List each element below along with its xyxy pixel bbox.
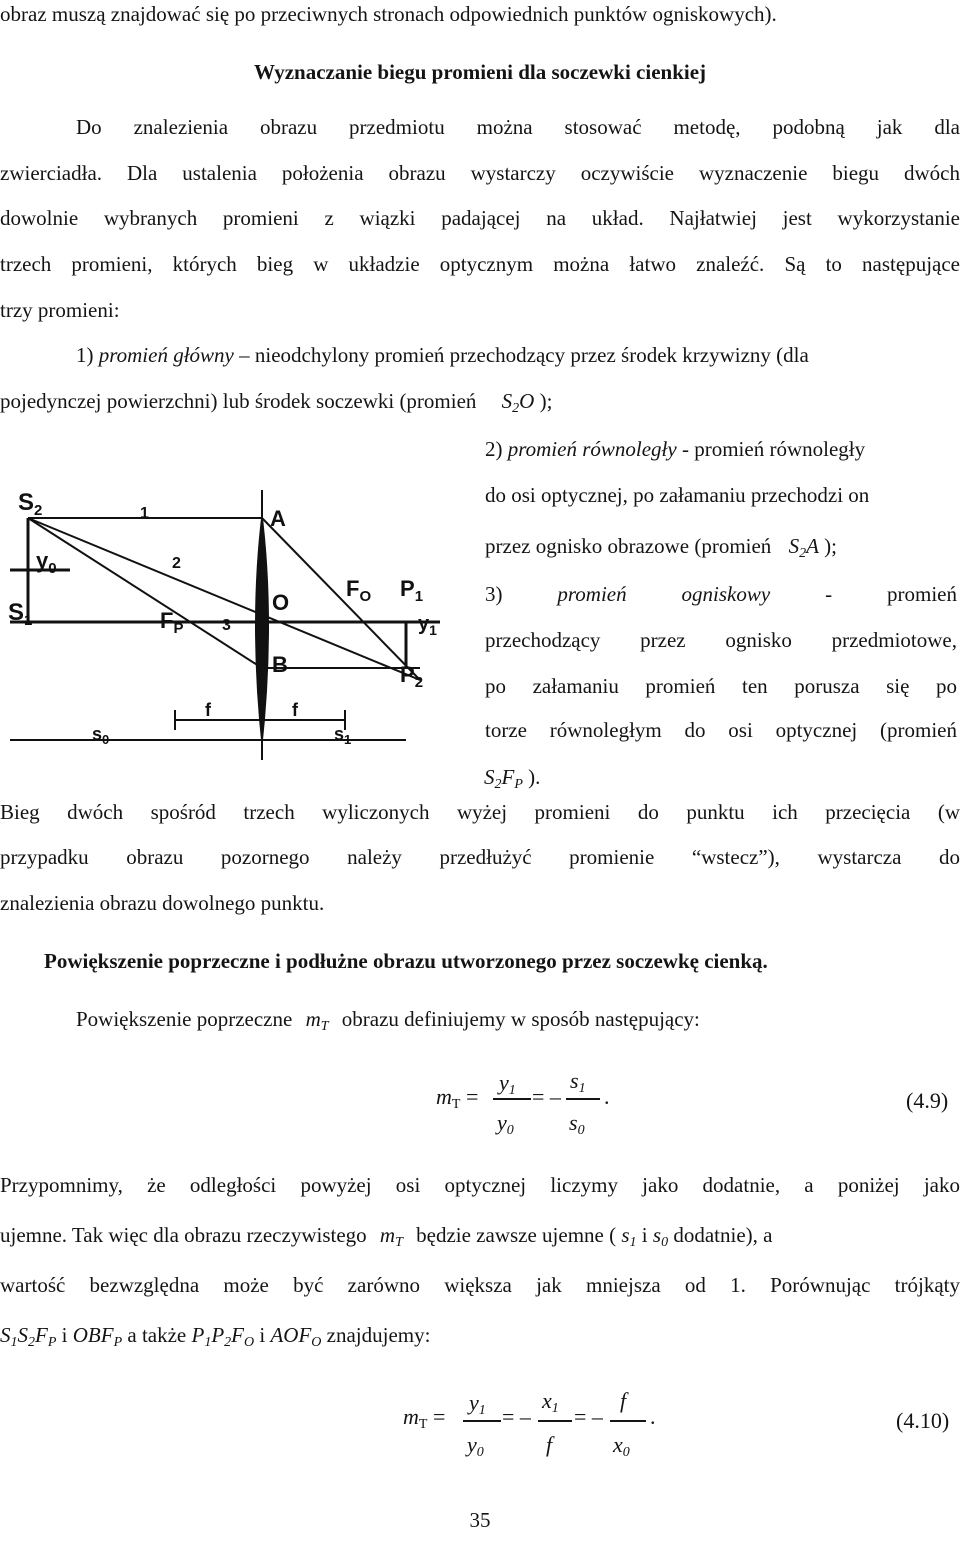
equation-number: (4.10) [896,1408,950,1433]
ray-1-text: pojedynczej powierzchni) lub środek soczewki (promień [0,389,477,413]
ray-2-description: - promień równoległy [681,437,866,461]
ray-3-line-3: po załamaniu promień ten porusza się po [485,674,957,698]
ray-2-line-3 [485,533,837,559]
ray-3-dash: - [825,582,833,606]
ray-1-line-2 [0,388,552,414]
paragraph-line: zwierciadła. Dla ustalenia położenia obrazu wystarczy oczywiście wyznaczenie biegu dwóch [0,161,960,185]
ray-2-line-2: do osi optycznej, po załamaniu przechodzi on [485,483,870,507]
paragraph-line: trzy promieni: [0,298,120,322]
label-S2: $S_2$ [18,489,43,519]
label-Fo: $F_O$ [346,576,372,605]
text-line: obraz muszą znajdować się po przeciwnych stronach odpowiednich punktów ogniskowych). [0,2,777,26]
ray-1-number: 1) [76,343,94,367]
text: będzie zawsze ujemne ( [416,1223,617,1247]
ray-3-number: 3) [485,582,503,606]
math-S2FP: $S_2F_P$ [484,765,523,792]
ray-2-end: ); [824,534,837,558]
label-y0: $y_0$ [36,548,57,577]
label-ray-3: 3 [222,617,231,634]
text: znajdujemy: [326,1323,431,1347]
paragraph-line [76,1006,700,1032]
math-S2O: $S_2O$ [501,389,535,416]
ray-3-description: promień [887,582,957,606]
ray-1-name: promień główny [98,343,234,367]
paragraph-line: znalezienia obrazu dowolnego punktu. [0,891,325,915]
label-s1: $s_1$ [334,724,352,747]
paragraph-line: Przypomnimy, że odległości powyżej osi optycznej liczymy jako dodatnie, a poniżej jako [0,1173,960,1197]
label-P2: $P_2$ [400,662,424,691]
math-mT: $m_T$ [305,1007,329,1034]
ray-2-line [485,436,865,462]
paragraph-line: Do znalezienia obrazu przedmiotu można stosować metodę, podobną jak dla [76,115,960,139]
text: ujemne. Tak więc dla obrazu rzeczywistego [0,1223,367,1247]
ray-2-number: 2) [485,437,503,461]
ray-3-name-2: ogniskowy [681,582,771,606]
ray-2-text: przez ognisko obrazowe (promień [485,534,772,558]
text: i [641,1223,648,1247]
ray-1-line [76,342,809,368]
text: Powiększenie poprzeczne [76,1007,293,1031]
text: i [61,1323,68,1347]
paragraph-line: dowolnie wybranych promieni z wiązki padającej na układ. Najłatwiej jest wykorzystanie [0,206,960,230]
text: dodatnie), a [673,1223,773,1247]
text: i [259,1323,266,1347]
math-S2A: $S_2A$ [788,534,819,561]
label-ray-2: 2 [172,555,181,572]
text: obrazu definiujemy w sposób następujący: [341,1007,700,1031]
ray-2-name: promień równoległy [507,437,677,461]
label-f-right: f [292,700,298,720]
label-B: B [272,652,288,677]
paragraph-line: przypadku obrazu pozornego należy przedłużyć promienie “wstecz”), wystarcza do [0,845,960,869]
label-ray-1: 1 [140,505,149,522]
label-Fp: $F_P$ [160,608,184,637]
label-A: A [270,506,286,531]
label-y1: $y_1$ [418,613,437,638]
label-S1: $S_1$ [8,599,33,629]
ray-1-end: ); [539,389,553,413]
ray-3-line-4: torze równoległym do osi optycznej (promień [485,718,957,742]
ray-3-line-5 [484,764,540,790]
paragraph-line: ujemne. Tak więc dla obrazu rzeczywistego $m_T$ będzie zawsze ujemne ( $s_1$ i $s_0$ dodatnie), a [0,1223,773,1250]
text: a także [127,1323,187,1347]
label-f-left: f [205,700,211,720]
paragraph-line: trzech promieni, których bieg w układzie optycznym można łatwo znaleźć. Są to następujące [0,252,960,276]
section-heading: Wyznaczanie biegu promieni dla soczewki cienkiej [253,60,707,84]
ray-3-name-1: promień [557,582,627,606]
paragraph-line: $S_1S_2F_P$ i $OBF_P$ a także $P_1P_2F_O$ i $AOF_O$ znajdujemy: [0,1323,431,1350]
ray-3-line [485,581,957,607]
paragraph-line: Bieg dwóch spośród trzech wyliczonych wyżej promieni do punktu ich przecięcia (w [0,800,960,824]
page-number: 35 [469,1508,491,1532]
label-s0: $s_0$ [92,724,110,747]
lens-ray-diagram [0,450,460,770]
ray-3-focal [28,518,262,668]
section-heading: Powiększenie poprzeczne i podłużne obrazu utworzonego przez soczewkę cienką. [44,949,768,973]
equation-number: (4.9) [906,1088,949,1113]
ray-3-end: ). [528,765,541,789]
paragraph-line: wartość bezwzględna może być zarówno większa jak mniejsza od 1. Porównując trójkąty [0,1273,960,1297]
label-P1: $P_1$ [400,576,424,605]
label-O: O [272,590,290,615]
ray-1-description: – nieodchylony promień przechodzący przez środek krzywizny (dla [239,343,809,367]
ray-3-line-2: przechodzący przez ognisko przedmiotowe, [485,628,957,652]
